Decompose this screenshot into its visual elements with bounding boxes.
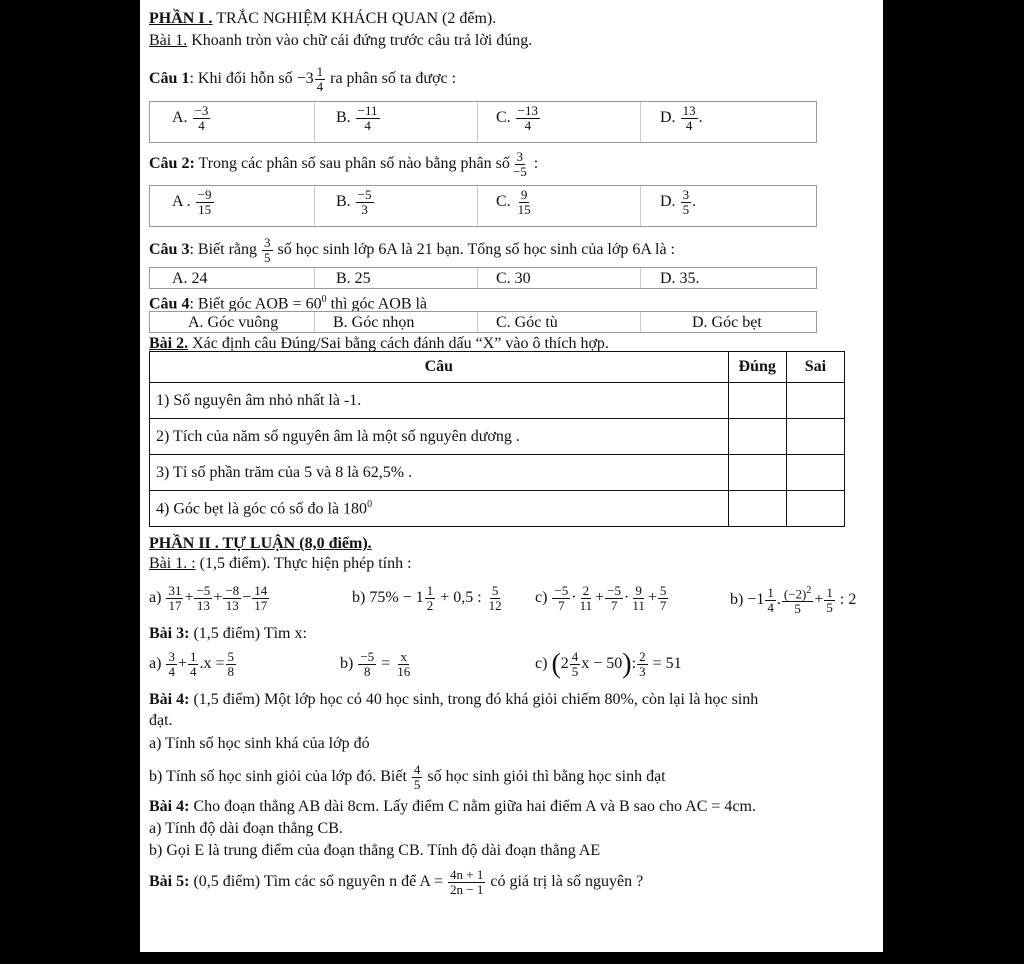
bai4a-body: (1,5 điểm) Một lớp học có 40 học sinh, trong đó khá giỏi chiếm 80%, còn lại là học sinh: [189, 691, 759, 708]
option-den: 4: [198, 118, 205, 133]
item-label: c): [535, 589, 548, 607]
cau3-option-d[interactable]: D. 35.: [660, 270, 700, 287]
cau3-text2: số học sinh lớp 6A là 21 bạn. Tổng số học sinh của lớp 6A là :: [273, 241, 675, 259]
p2-bai1-label: Bài 1. :: [149, 555, 196, 572]
statement-2: 2) Tích của năm số nguyên âm là một số nguyên dương .: [150, 419, 729, 455]
cau4-label: Câu 4: [149, 295, 190, 313]
d-sup: 2: [806, 585, 812, 596]
table-row: [150, 383, 845, 419]
cau3-option-b[interactable]: B. 25: [336, 270, 371, 287]
bai4a-b2: số học sinh giỏi thì bằng học sinh đạt: [423, 768, 666, 786]
option-tail: .: [692, 193, 697, 211]
bai4a-label: Bài 4:: [149, 691, 190, 708]
table-row: [150, 419, 845, 455]
statement-3: 3) Tỉ số phần trăm của 5 và 8 là 62,5% .: [150, 455, 729, 491]
bai5-label: Bài 5:: [149, 873, 190, 891]
b-eq: =: [377, 655, 395, 673]
cau1-option-d[interactable]: [660, 104, 703, 133]
true-false-table: [149, 351, 845, 527]
option-den: 4: [685, 118, 693, 133]
bai4b-label: Bài 4:: [149, 798, 190, 815]
exam-page: [140, 0, 883, 952]
cau2-den: −5: [512, 164, 527, 179]
false-cell-4[interactable]: [786, 491, 844, 527]
bai2-label: Bài 2.: [149, 335, 189, 352]
p2-bai1-a: a) $\frac{31}{17}$ + $\frac{-5}{13}$ + $\frac{-8}{13}$ − $\frac{14}{17}$: [149, 583, 268, 613]
cau4-text2: thì góc AOB là: [326, 295, 428, 313]
option-num: −11: [357, 103, 378, 118]
bai3-instruction: [149, 625, 307, 643]
option-letter: A .: [172, 193, 191, 211]
option-den: 15: [517, 202, 531, 217]
cau4-option-b[interactable]: B. Góc nhọn: [333, 314, 415, 331]
x-var: x: [400, 649, 407, 664]
bai4a-b1: b) Tính số học sinh giỏi của lớp đó. Biết: [149, 768, 411, 786]
b-mid: + 0,5 :: [436, 589, 486, 607]
item-label: a): [149, 655, 162, 673]
cau3-fraction: [262, 236, 273, 265]
option-num: −13: [517, 103, 539, 118]
bai5-tail: có giá trị là số nguyên ?: [486, 873, 644, 891]
cau1-options-box: [149, 101, 817, 143]
cau2-fraction: [511, 150, 529, 179]
cau1-num: 1: [316, 64, 324, 79]
option-letter: C.: [496, 193, 511, 211]
cau1-fraction: [315, 65, 326, 94]
cau2-num: 3: [516, 149, 524, 164]
p2-bai1-c: c) $\frac{-5}{7}$ · $\frac{2}{11}$ + $\frac{-5}{7}$ · $\frac{9}{11}$ + $\frac{5}{7}$: [535, 583, 667, 613]
d-text: −1: [743, 590, 765, 608]
option-letter: B.: [336, 109, 351, 127]
false-cell-2[interactable]: [786, 419, 844, 455]
cau4-option-c[interactable]: C. Góc tù: [496, 314, 558, 331]
option-num: −3: [194, 103, 209, 118]
cau1-text2: ra phân số ta được :: [326, 70, 457, 88]
option-letter: B.: [336, 193, 351, 211]
d-tail: : 2: [835, 590, 857, 608]
part1-title: PHẦN I .: [149, 10, 213, 27]
statement-4-degree: 0: [367, 498, 373, 510]
bai4a-text2: đạt.: [149, 712, 173, 729]
cau3-text: : Biết rằng: [189, 241, 261, 259]
c-mid: x − 50: [581, 655, 623, 673]
table-row: [150, 491, 845, 527]
cau1-question: [149, 65, 456, 94]
part1-heading: [149, 10, 496, 28]
header-false: Sai: [786, 352, 844, 383]
option-letter: D.: [660, 193, 676, 211]
statement-1: 1) Số nguyên âm nhỏ nhất là -1.: [150, 383, 729, 419]
bai5-body: (0,5 điểm) Tìm các số nguyên n để A =: [189, 873, 448, 891]
option-den: 4: [364, 118, 371, 133]
option-num: 9: [520, 187, 528, 202]
bai5-num: 4n + 1: [450, 867, 484, 882]
bai4a-text: [149, 691, 758, 709]
bai4a-b-num: 4: [413, 762, 421, 777]
p2-bai1-b: b) 75% − 1 $\frac{1}{2}$ + 0,5 : $\frac{5}{12}$: [352, 583, 502, 613]
p2-bai1-d: b) −1 $\frac{1}{4}$ . $\frac{(-2)^2}{5}$ + $\frac{1}{5}$ : 2: [730, 584, 857, 617]
bai1-instruction: [149, 32, 532, 50]
bai3-a: a) $\frac{3}{4}$ + $\frac{1}{4}$ .x = $\frac{5}{8}$: [149, 649, 234, 679]
option-den: 15: [198, 202, 212, 217]
cau2-options-box: [149, 185, 817, 227]
cau3-num: 3: [264, 235, 271, 250]
false-cell-3[interactable]: [786, 455, 844, 491]
cau4-option-a[interactable]: A. Góc vuông: [188, 314, 279, 331]
cau3-label: Câu 3: [149, 241, 190, 259]
cau3-question: [149, 236, 675, 265]
cau1-text: : Khi đổi hỗn số: [189, 70, 297, 88]
cau4-question: [149, 291, 427, 313]
option-num: −5: [357, 187, 372, 202]
cau3-den: 5: [264, 250, 271, 265]
bai4b-a: a) Tính độ dài đoạn thẳng CB.: [149, 820, 343, 837]
bai1-label: Bài 1.: [149, 32, 188, 49]
option-den: 5: [682, 202, 690, 217]
option-den: 4: [524, 118, 532, 133]
bai1-text: Khoanh tròn vào chữ cái đứng trước câu trả lời đúng.: [187, 32, 533, 49]
true-cell-3[interactable]: [728, 455, 786, 491]
cau2-option-a[interactable]: [172, 188, 215, 217]
cau2-option-c[interactable]: [496, 188, 534, 217]
cau2-label: Câu 2:: [149, 155, 195, 173]
bai2-text: Xác định câu Đúng/Sai bằng cách đánh dấu “X” vào ô thích hợp.: [188, 335, 609, 352]
option-den: 3: [361, 202, 368, 217]
cau4-text: : Biết góc AOB = 60: [189, 295, 322, 313]
false-cell-1[interactable]: [786, 383, 844, 419]
p2-bai1-text: (1,5 điểm). Thực hiện phép tính :: [195, 555, 412, 572]
cau1-den: 4: [316, 79, 324, 94]
header-true: Đúng: [728, 352, 786, 383]
item-label: c): [535, 655, 548, 673]
cau3-option-a[interactable]: A. 24: [172, 270, 208, 287]
bai4b-text: [149, 798, 756, 816]
option-num: 13: [682, 103, 696, 118]
bai3-c: c) (2 $\frac{4}{5}$ x − 50): $\frac{2}{3}$ = 51: [535, 648, 682, 680]
bai4b-b: b) Gọi E là trung điểm của đoạn thẳng CB. Tính độ dài đoạn thẳng AE: [149, 842, 601, 859]
d-num2: (−2): [783, 586, 807, 602]
header-question: Câu: [150, 352, 729, 383]
option-letter: A.: [172, 109, 188, 127]
b-text: 75% − 1: [365, 589, 424, 607]
item-label: a): [149, 589, 162, 607]
bai3-text: (1,5 điểm) Tìm x:: [189, 625, 307, 642]
cau2-text: Trong các phân số sau phân số nào bằng phân số: [194, 155, 510, 173]
statement-4: [150, 491, 729, 527]
cau3-options-box: [149, 267, 817, 289]
cau4-degree: 0: [321, 294, 327, 305]
cau4-option-d[interactable]: D. Góc bẹt: [692, 314, 762, 331]
true-cell-4[interactable]: [728, 491, 786, 527]
option-num: 3: [682, 187, 690, 202]
part1-title-rest: TRẮC NGHIỆM KHÁCH QUAN (2 đểm).: [212, 10, 497, 27]
option-letter: C.: [496, 109, 511, 127]
bai4a-b-den: 5: [413, 777, 421, 792]
c-tail: = 51: [648, 655, 682, 673]
statement-4-text: 4) Góc bẹt là góc có số đo là 180: [156, 500, 368, 518]
option-letter: D.: [660, 109, 676, 127]
cau2-question: [149, 150, 538, 179]
cau2-tail: :: [529, 155, 539, 173]
cau1-label: Câu 1: [149, 70, 190, 88]
cau2-option-d[interactable]: [660, 188, 696, 217]
cau1-mixed-whole: −3: [296, 70, 314, 88]
bai4a-a: a) Tính số học sinh khá của lớp đó: [149, 735, 370, 752]
bai4b-body: Cho đoạn thẳng AB dài 8cm. Lấy điểm C nằm giữa hai điểm A và B sao cho AC = 4cm.: [189, 798, 756, 815]
item-label: b): [730, 590, 744, 608]
p2-bai1-instruction: [149, 555, 412, 573]
true-cell-2[interactable]: [728, 419, 786, 455]
table-header-row: [150, 352, 845, 383]
cau1-option-a[interactable]: [172, 104, 211, 133]
a-x: .x =: [199, 655, 225, 673]
part2-title: PHẦN II . TỰ LUẬN (8,0 điểm).: [149, 535, 372, 552]
cau1-option-b[interactable]: [336, 104, 381, 133]
bai5-den: 2n − 1: [450, 882, 484, 897]
cau2-option-b[interactable]: [336, 188, 375, 217]
bai5-text: [149, 868, 643, 897]
cau1-option-c[interactable]: [496, 104, 541, 133]
item-label: b): [352, 589, 366, 607]
option-tail: .: [698, 109, 703, 127]
bai3-label: Bài 3:: [149, 625, 190, 642]
bai4a-b: [149, 763, 666, 792]
option-num: −9: [197, 187, 212, 202]
true-cell-1[interactable]: [728, 383, 786, 419]
item-label: b): [340, 655, 354, 673]
table-row: [150, 455, 845, 491]
bai3-b: b) $\frac{-5}{8}$ = $\frac{x}{16}$: [340, 649, 411, 679]
cau3-option-c[interactable]: C. 30: [496, 270, 531, 287]
